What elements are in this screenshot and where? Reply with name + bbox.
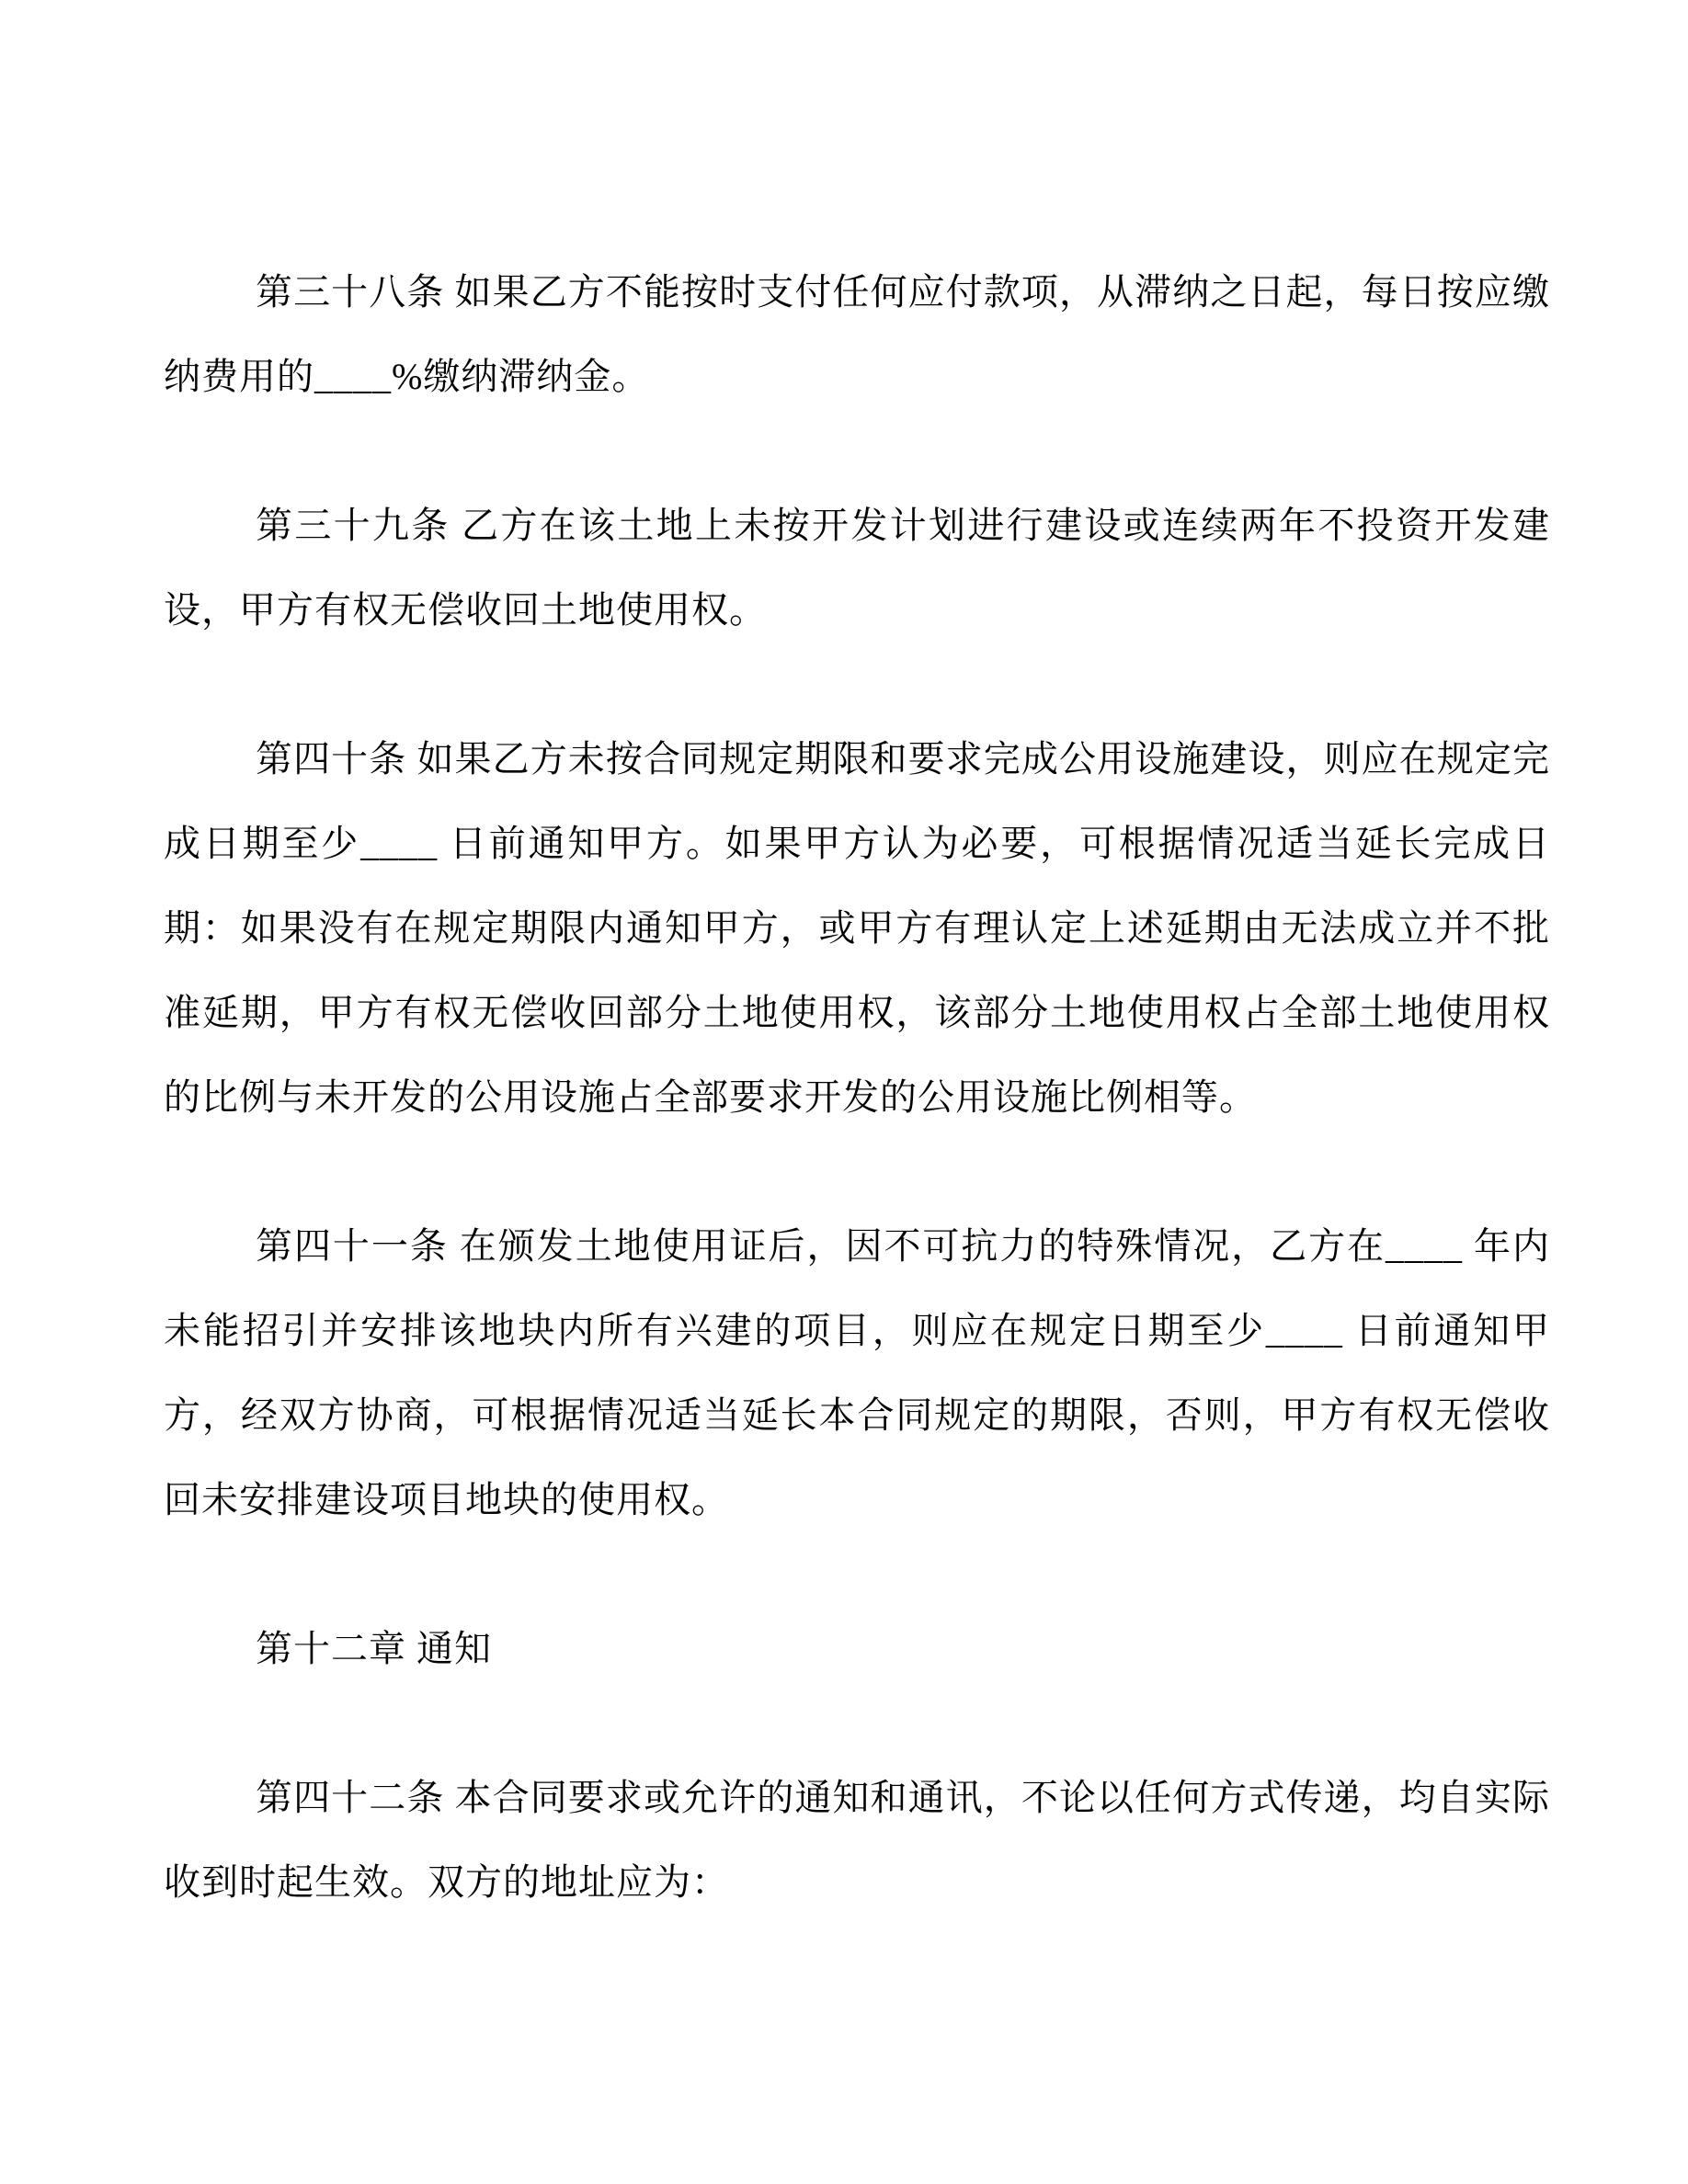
- chapter-12-heading: 第十二章 通知: [256, 1628, 492, 1669]
- paragraph-article-40: 第四十条 如果乙方未按合同规定期限和要求完成公用设施建设，则应在规定完成日期至少____ 日前通知甲方。如果甲方认为必要，可根据情况适当延长完成日期：如果没有在规定期限内通知甲方，或甲方有理认定上述延期由无法成立并不批准延期，甲方有权无偿收回部分土地使用权，该部分土地使用权占全部土地使用权的比例与未开发的公用设施占全部要求开发的公用设施比例相等。: [164, 738, 1550, 1118]
- paragraph-article-39: 第三十九条 乙方在该土地上未按开发计划进行建设或连续两年不投资开发建设，甲方有权无偿收回土地使用权。: [164, 505, 1550, 631]
- paragraph-article-41: 第四十一条 在颁发土地使用证后，因不可抗力的特殊情况，乙方在____ 年内未能招引并安排该地块内所有兴建的项目，则应在规定日期至少____ 日前通知甲方，经双方协商，可根据情况适当延长本合同规定的期限，否则，甲方有权无偿收回未安排建设项目地块的使用权。: [164, 1225, 1550, 1520]
- paragraph-article-42: 第四十二条 本合同要求或允许的通知和通讯，不论以任何方式传递，均自实际收到时起生效。双方的地址应为：: [164, 1777, 1550, 1903]
- paragraph-article-38: 第三十八条 如果乙方不能按时支付任何应付款项，从滞纳之日起，每日按应缴纳费用的____%缴纳滞纳金。: [164, 271, 1550, 397]
